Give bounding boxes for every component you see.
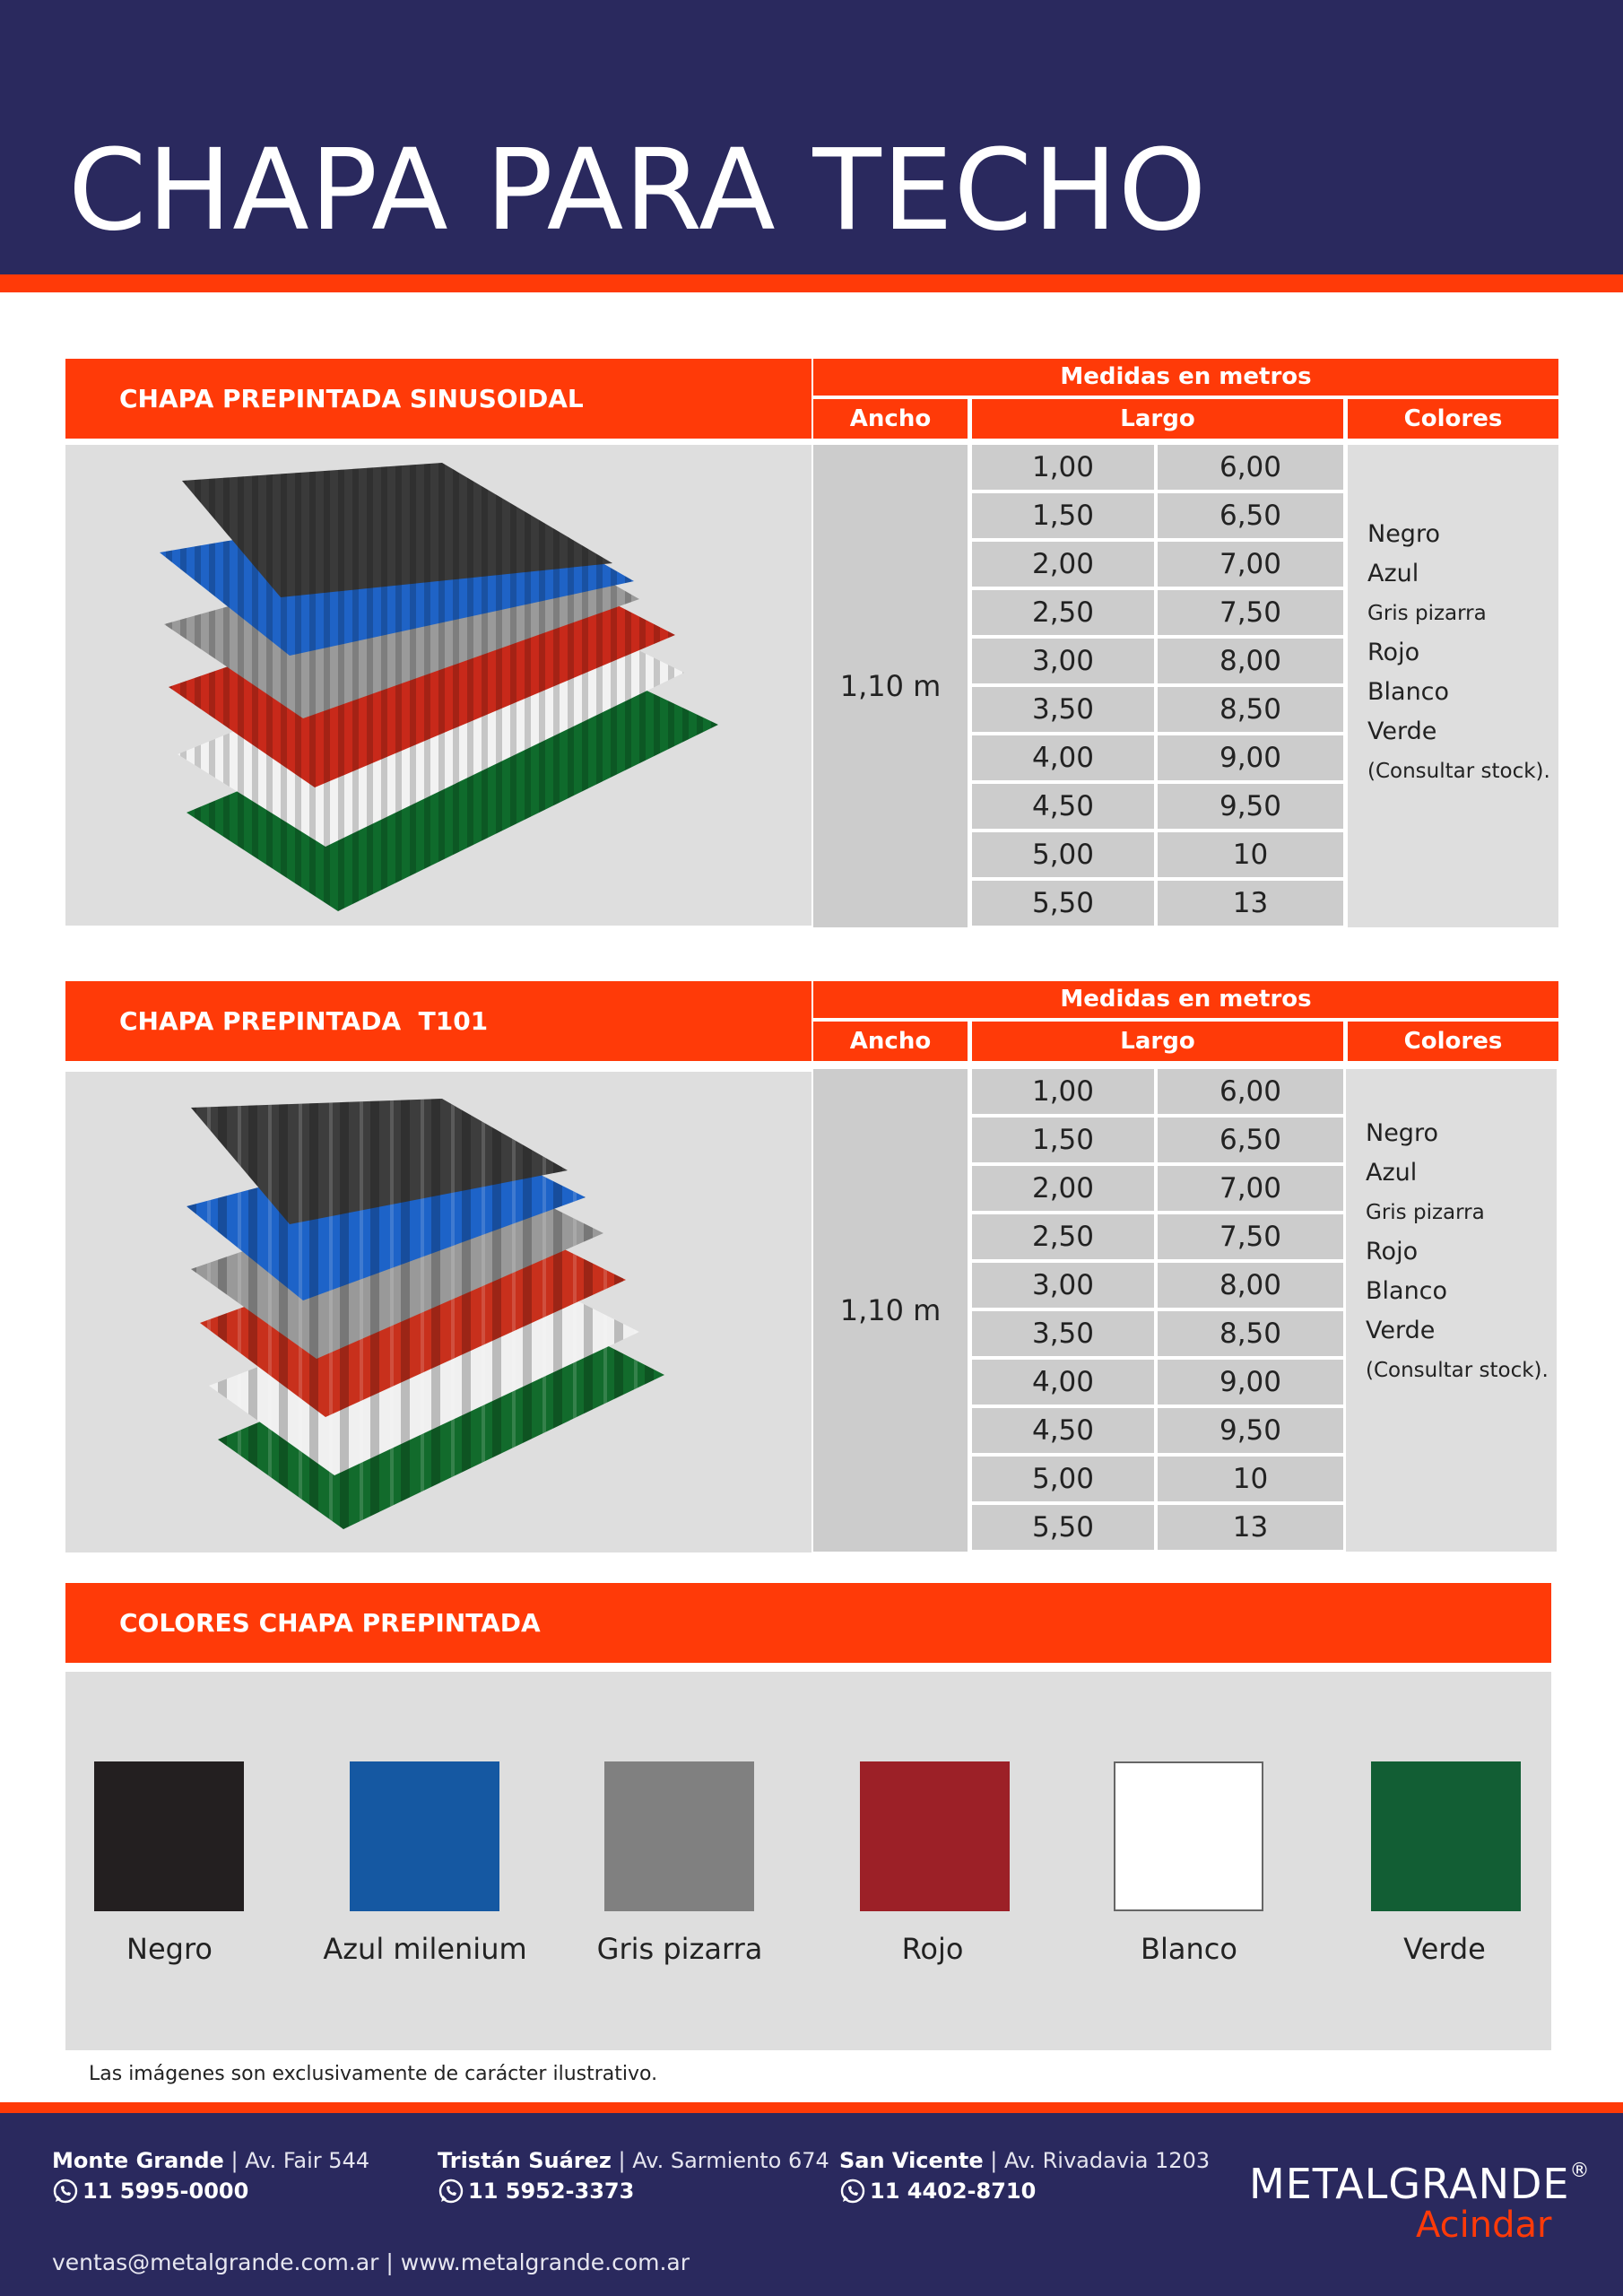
colors-section-header	[65, 1583, 1551, 1663]
largo-cell: 3,00	[972, 639, 1154, 683]
swatch-negro	[94, 1761, 244, 1911]
largo-cell: 3,50	[972, 1311, 1154, 1356]
swatch-label: Gris pizarra	[596, 1932, 763, 1966]
largo-cell: 7,00	[1158, 542, 1343, 587]
largo-cell: 3,50	[972, 687, 1154, 732]
list-item: Azul	[1367, 560, 1419, 587]
largo-cell: 2,00	[972, 542, 1154, 587]
largo-table	[972, 1069, 1343, 1553]
page-footer	[0, 2113, 1623, 2296]
colors-section-title: COLORES CHAPA PREPINTADA	[119, 1608, 541, 1638]
table-row	[972, 445, 1343, 493]
location-tristan-suarez	[438, 2145, 829, 2206]
swatch-blanco	[1114, 1761, 1263, 1911]
colores-cell	[1346, 1069, 1557, 1552]
list-item: (Consultar stock).	[1366, 1359, 1549, 1382]
largo-cell: 10	[1158, 832, 1343, 877]
header-accent-stripe	[0, 274, 1623, 292]
largo-cell: 4,50	[972, 1408, 1154, 1453]
table-row	[972, 881, 1343, 929]
product-block-t101	[65, 981, 1558, 1555]
list-item: Gris pizarra	[1366, 1201, 1485, 1224]
table-row	[972, 493, 1343, 542]
ancho-value: 1,10 m	[813, 445, 968, 927]
phone-number: 11 5995-0000	[82, 2179, 249, 2204]
col-header-largo: Largo	[972, 1022, 1343, 1061]
largo-cell: 8,00	[1158, 639, 1343, 683]
colores-list	[1366, 1114, 1549, 1390]
largo-cell: 5,00	[972, 832, 1154, 877]
largo-cell: 1,50	[972, 1118, 1154, 1162]
location-address: Av. Fair 544	[245, 2148, 370, 2173]
separator: |	[386, 2249, 394, 2275]
t101-sheets-illustration	[65, 1072, 812, 1552]
table-row	[972, 1214, 1343, 1263]
product-title: CHAPA PREPINTADA SINUSOIDAL	[119, 384, 584, 413]
page-header	[0, 0, 1623, 274]
largo-cell: 8,00	[1158, 1263, 1343, 1308]
swatch-label: Azul milenium	[323, 1932, 527, 1966]
table-row	[972, 1457, 1343, 1505]
col-header-largo: Largo	[972, 399, 1343, 439]
swatch-label: Rojo	[901, 1932, 964, 1966]
table-row	[972, 1263, 1343, 1311]
largo-cell: 2,50	[972, 1214, 1154, 1259]
list-item: Rojo	[1367, 639, 1420, 666]
whatsapp-icon	[438, 2178, 464, 2205]
largo-cell: 2,00	[972, 1166, 1154, 1211]
color-swatches-panel	[65, 1672, 1551, 2050]
largo-cell: 4,00	[972, 735, 1154, 780]
swatch-verde	[1371, 1761, 1521, 1911]
location-name: Monte Grande	[52, 2148, 224, 2173]
table-row	[972, 832, 1343, 881]
table-row	[972, 687, 1343, 735]
location-name: Tristán Suárez	[438, 2148, 612, 2173]
largo-cell: 9,50	[1158, 1408, 1343, 1453]
largo-cell: 4,50	[972, 784, 1154, 829]
largo-cell: 1,00	[972, 1069, 1154, 1114]
product-title-bar	[65, 981, 812, 1061]
swatch-label: Blanco	[1141, 1932, 1237, 1966]
table-row	[972, 1505, 1343, 1553]
brand-name: METALGRANDE	[1249, 2160, 1570, 2208]
swatch-azul	[350, 1761, 499, 1911]
ancho-value: 1,10 m	[813, 1069, 968, 1552]
separator: |	[618, 2148, 626, 2173]
largo-cell: 3,00	[972, 1263, 1154, 1308]
largo-cell: 4,00	[972, 1360, 1154, 1405]
largo-cell: 8,50	[1158, 687, 1343, 732]
col-header-ancho: Ancho	[813, 399, 968, 439]
location-address: Av. Sarmiento 674	[632, 2148, 829, 2173]
largo-cell: 9,50	[1158, 784, 1343, 829]
colores-cell	[1348, 445, 1558, 927]
brand-logo	[1249, 2160, 1590, 2246]
list-item: Verde	[1367, 718, 1437, 745]
brand-sub: Acindar	[1416, 2205, 1552, 2246]
table-row	[972, 590, 1343, 639]
separator: |	[230, 2148, 239, 2173]
largo-cell: 5,00	[972, 1457, 1154, 1501]
col-header-colores: Colores	[1348, 399, 1558, 439]
medidas-header: Medidas en metros	[813, 359, 1558, 396]
sinusoidal-sheets-illustration	[65, 445, 812, 926]
list-item: Negro	[1367, 520, 1440, 548]
medidas-header: Medidas en metros	[813, 981, 1558, 1018]
whatsapp-phone[interactable]	[438, 2176, 829, 2206]
largo-cell: 8,50	[1158, 1311, 1343, 1356]
list-item: (Consultar stock).	[1367, 760, 1550, 783]
largo-cell: 7,50	[1158, 1214, 1343, 1259]
product-image-sinusoidal	[65, 445, 812, 926]
largo-cell: 9,00	[1158, 735, 1343, 780]
table-row	[972, 542, 1343, 590]
footer-accent-stripe	[0, 2102, 1623, 2113]
table-row	[972, 784, 1343, 832]
table-row	[972, 1166, 1343, 1214]
largo-cell: 13	[1158, 881, 1343, 926]
email-link[interactable]: ventas@metalgrande.com.ar	[52, 2249, 379, 2275]
largo-cell: 9,00	[1158, 1360, 1343, 1405]
list-item: Gris pizarra	[1367, 602, 1487, 625]
product-title-bar	[65, 359, 812, 439]
website-link[interactable]: www.metalgrande.com.ar	[400, 2249, 690, 2275]
largo-cell: 5,50	[972, 881, 1154, 926]
page-title: CHAPA PARA TECHO	[68, 126, 1208, 256]
list-item: Blanco	[1366, 1277, 1448, 1305]
contact-line	[52, 2249, 690, 2275]
col-header-colores: Colores	[1348, 1022, 1558, 1061]
largo-cell: 6,00	[1158, 445, 1343, 490]
location-san-vicente	[839, 2145, 1210, 2206]
largo-table	[972, 445, 1343, 929]
table-row	[972, 1118, 1343, 1166]
swatch-rojo	[860, 1761, 1010, 1911]
largo-cell: 10	[1158, 1457, 1343, 1501]
largo-cell: 6,50	[1158, 1118, 1343, 1162]
whatsapp-icon	[839, 2178, 866, 2205]
table-row	[972, 639, 1343, 687]
table-row	[972, 1311, 1343, 1360]
product-title: CHAPA PREPINTADA T101	[119, 1006, 489, 1036]
col-header-ancho: Ancho	[813, 1022, 968, 1061]
swatch-label: Negro	[126, 1932, 213, 1966]
largo-cell: 7,00	[1158, 1166, 1343, 1211]
swatch-label: Verde	[1403, 1932, 1486, 1966]
disclaimer: Las imágenes son exclusivamente de carácter ilustrativo.	[89, 2063, 658, 2085]
product-block-sinusoidal	[65, 359, 1558, 933]
location-monte-grande	[52, 2145, 369, 2206]
largo-cell: 5,50	[972, 1505, 1154, 1550]
table-row	[972, 735, 1343, 784]
colores-list	[1367, 515, 1550, 791]
largo-cell: 6,00	[1158, 1069, 1343, 1114]
phone-number: 11 5952-3373	[468, 2179, 635, 2204]
list-item: Verde	[1366, 1317, 1436, 1344]
table-row	[972, 1360, 1343, 1408]
separator: |	[990, 2148, 998, 2173]
table-row	[972, 1408, 1343, 1457]
whatsapp-phone[interactable]	[839, 2176, 1210, 2206]
location-name: San Vicente	[839, 2148, 984, 2173]
largo-cell: 7,50	[1158, 590, 1343, 635]
list-item: Blanco	[1367, 678, 1450, 706]
whatsapp-icon	[52, 2178, 79, 2205]
largo-cell: 1,00	[972, 445, 1154, 490]
largo-cell: 13	[1158, 1505, 1343, 1550]
registered-mark: ®	[1569, 2160, 1590, 2182]
whatsapp-phone[interactable]	[52, 2176, 369, 2206]
list-item: Azul	[1366, 1159, 1418, 1187]
location-address: Av. Rivadavia 1203	[1004, 2148, 1211, 2173]
product-image-t101	[65, 1072, 812, 1552]
largo-cell: 6,50	[1158, 493, 1343, 538]
phone-number: 11 4402-8710	[870, 2179, 1037, 2204]
swatch-gris	[604, 1761, 754, 1911]
list-item: Rojo	[1366, 1238, 1419, 1265]
largo-cell: 1,50	[972, 493, 1154, 538]
largo-cell: 2,50	[972, 590, 1154, 635]
table-row	[972, 1069, 1343, 1118]
list-item: Negro	[1366, 1119, 1438, 1147]
